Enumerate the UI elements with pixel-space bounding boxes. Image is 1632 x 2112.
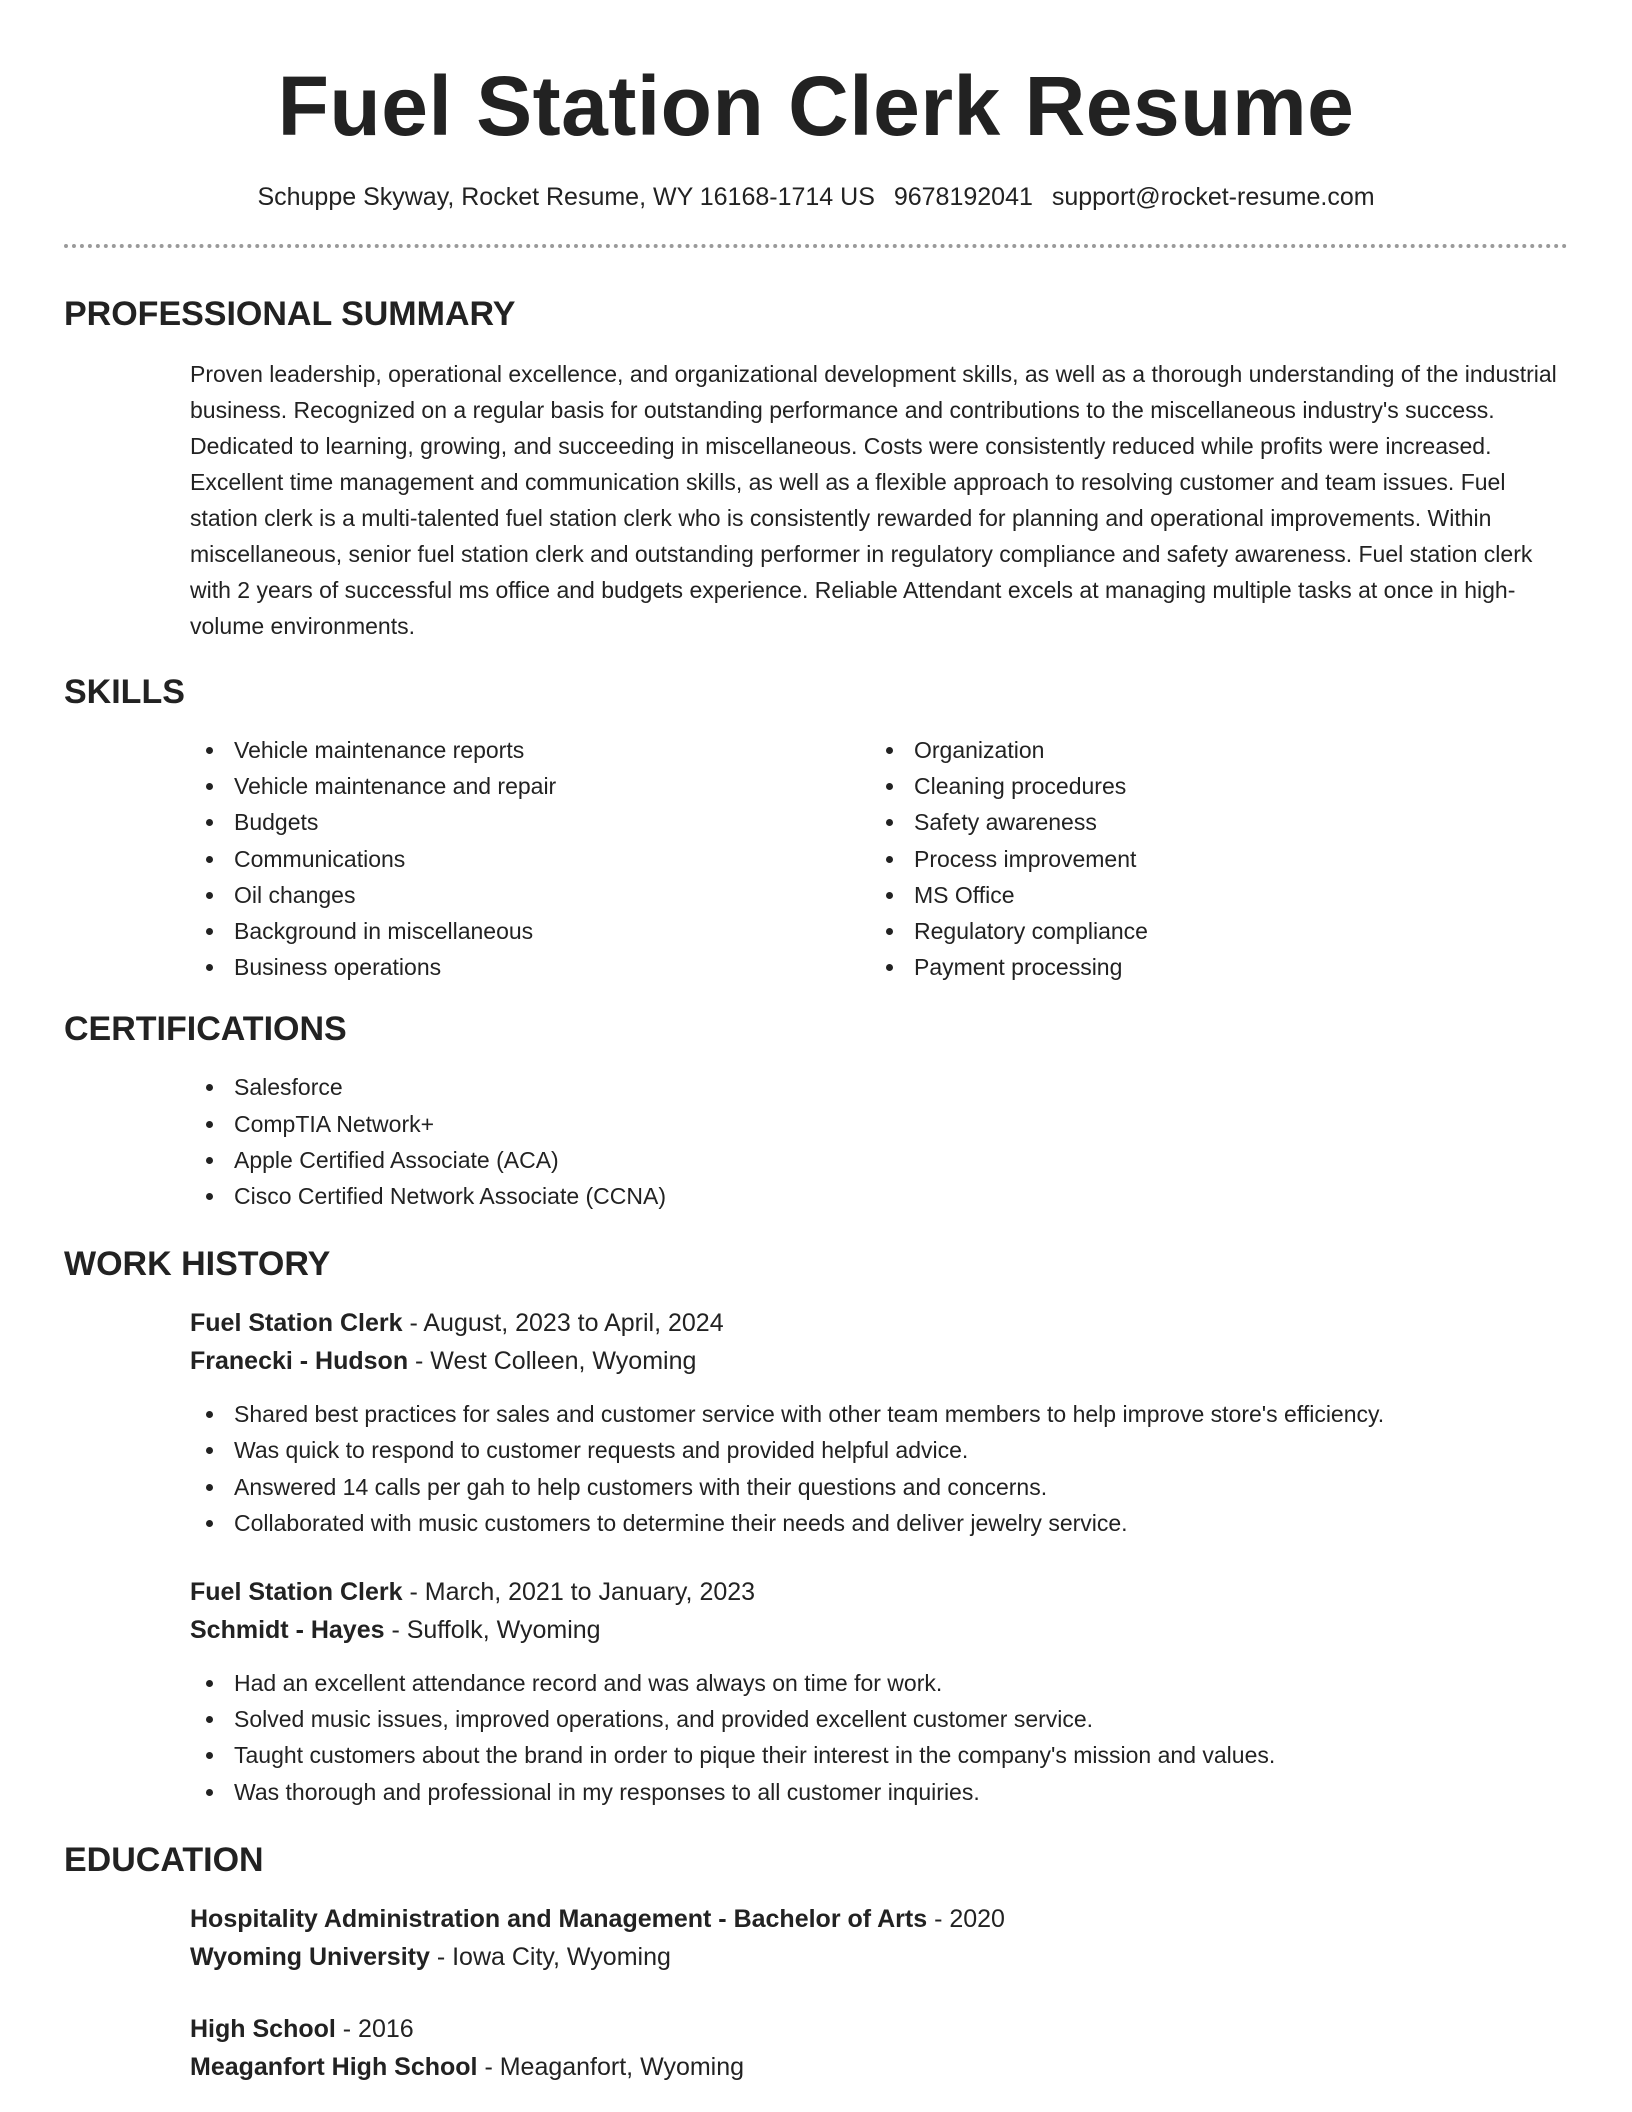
contact-phone: 9678192041: [893, 183, 1033, 211]
summary-section: [64, 292, 1568, 644]
job-location: - Suffolk, Wyoming: [384, 1616, 601, 1645]
skill-item: Organization: [870, 732, 1550, 768]
education-school: Meaganfort High School: [190, 2052, 478, 2081]
education-school: Wyoming University: [190, 1942, 430, 1971]
skills-section: [64, 670, 1568, 985]
skill-item: Oil changes: [190, 877, 870, 913]
skill-item: Vehicle maintenance and repair: [190, 768, 870, 804]
skill-item: Budgets: [190, 804, 870, 840]
job-entry: [190, 1304, 1568, 1541]
job-duties-list: [190, 1665, 1568, 1810]
skill-item: Business operations: [190, 949, 870, 985]
job-duty: Solved music issues, improved operations, and provided excellent customer service.: [190, 1701, 1568, 1737]
skill-item: Regulatory compliance: [870, 913, 1550, 949]
certifications-section: [64, 1007, 1568, 1214]
job-duty: Had an excellent attendance record and was always on time for work.: [190, 1665, 1568, 1701]
job-duty: Shared best practices for sales and customer service with other team members to help improve store's efficiency.: [190, 1396, 1568, 1432]
education-school-line: [190, 2048, 1568, 2086]
education-school-line: [190, 1938, 1568, 1976]
job-duties-list: [190, 1396, 1568, 1541]
education-degree: Hospitality Administration and Management - Bachelor of Arts: [190, 1904, 928, 1933]
job-duty: Was quick to respond to customer requests and provided helpful advice.: [190, 1432, 1568, 1468]
job-title-line: [190, 1573, 1568, 1611]
skills-list-left: [190, 732, 870, 985]
certifications-heading: CERTIFICATIONS: [64, 1010, 347, 1049]
certification-item: CompTIA Network+: [190, 1106, 1568, 1142]
education-degree-line: [190, 1900, 1568, 1938]
job-dates: - August, 2023 to April, 2024: [402, 1309, 724, 1338]
skill-item: Background in miscellaneous: [190, 913, 870, 949]
skills-heading: SKILLS: [64, 673, 185, 711]
job-location: - West Colleen, Wyoming: [408, 1347, 697, 1376]
job-duty: Collaborated with music customers to determine their needs and deliver jewelry service.: [190, 1505, 1568, 1541]
skill-item: Safety awareness: [870, 804, 1550, 840]
job-dates: - March, 2021 to January, 2023: [402, 1578, 756, 1607]
certifications-list: [190, 1069, 1568, 1214]
job-company: Schmidt - Hayes: [190, 1616, 385, 1645]
education-year: - 2016: [335, 2014, 414, 2043]
resume-title: Fuel Station Clerk Resume: [277, 59, 1355, 153]
education-degree: High School: [190, 2014, 336, 2043]
contact-line: [64, 180, 1568, 214]
work-history-heading: WORK HISTORY: [64, 1245, 331, 1284]
contact-email: support@rocket-resume.com: [1051, 183, 1375, 211]
job-company: Franecki - Hudson: [190, 1347, 409, 1376]
skill-item: Communications: [190, 841, 870, 877]
job-title: Fuel Station Clerk: [190, 1578, 403, 1607]
skill-item: Payment processing: [870, 949, 1550, 985]
skill-item: Cleaning procedures: [870, 768, 1550, 804]
summary-heading: PROFESSIONAL SUMMARY: [64, 295, 516, 333]
skill-item: Vehicle maintenance reports: [190, 732, 870, 768]
job-duty: Answered 14 calls per gah to help customers with their questions and concerns.: [190, 1469, 1568, 1505]
summary-text: Proven leadership, operational excellence, and organizational development skills, as well as a thorough understanding of the industrial business. Recognized on a regular basis for outstanding performance and contributions to the miscellaneous industry's success. Dedicated to learning, growing, and succeeding in miscellaneous. Costs were consistently reduced while profits were increased. Excellent time management and communication skills, as well as a flexible approach to resolving customer and team issues. Fuel station clerk is a multi-talented fuel station clerk who is consistently rewarded for planning and operational improvements. Within miscellaneous, senior fuel station clerk and outstanding performer in regulatory compliance and safety awareness. Fuel station clerk with 2 years of successful ms office and budgets experience. Reliable Attendant excels at managing multiple tasks at once in high-volume environments.: [190, 361, 1557, 639]
skill-item: Process improvement: [870, 841, 1550, 877]
job-title-line: [190, 1304, 1568, 1342]
certification-item: Cisco Certified Network Associate (CCNA): [190, 1178, 1568, 1214]
contact-address: Schuppe Skyway, Rocket Resume, WY 16168-1714 US: [257, 183, 875, 211]
education-section: [64, 1838, 1568, 2086]
education-year: - 2020: [927, 1904, 1005, 1933]
skills-list-right: [870, 732, 1550, 985]
education-entry: [190, 2010, 1568, 2086]
education-location: - Meaganfort, Wyoming: [477, 2052, 745, 2081]
job-duty: Was thorough and professional in my responses to all customer inquiries.: [190, 1774, 1568, 1810]
header-divider: [64, 244, 1568, 248]
skill-item: MS Office: [870, 877, 1550, 913]
job-company-line: [190, 1611, 1568, 1649]
education-entry: [190, 1900, 1568, 1976]
education-heading: EDUCATION: [64, 1840, 264, 1879]
skills-grid: [190, 732, 1568, 985]
education-location: - Iowa City, Wyoming: [429, 1942, 671, 1971]
job-entry: [190, 1573, 1568, 1810]
job-title: Fuel Station Clerk: [190, 1309, 403, 1338]
certification-item: Apple Certified Associate (ACA): [190, 1142, 1568, 1178]
work-history-section: [64, 1242, 1568, 1810]
certification-item: Salesforce: [190, 1069, 1568, 1105]
job-company-line: [190, 1342, 1568, 1380]
education-degree-line: [190, 2010, 1568, 2048]
job-duty: Taught customers about the brand in order to pique their interest in the company's mission and values.: [190, 1737, 1568, 1773]
